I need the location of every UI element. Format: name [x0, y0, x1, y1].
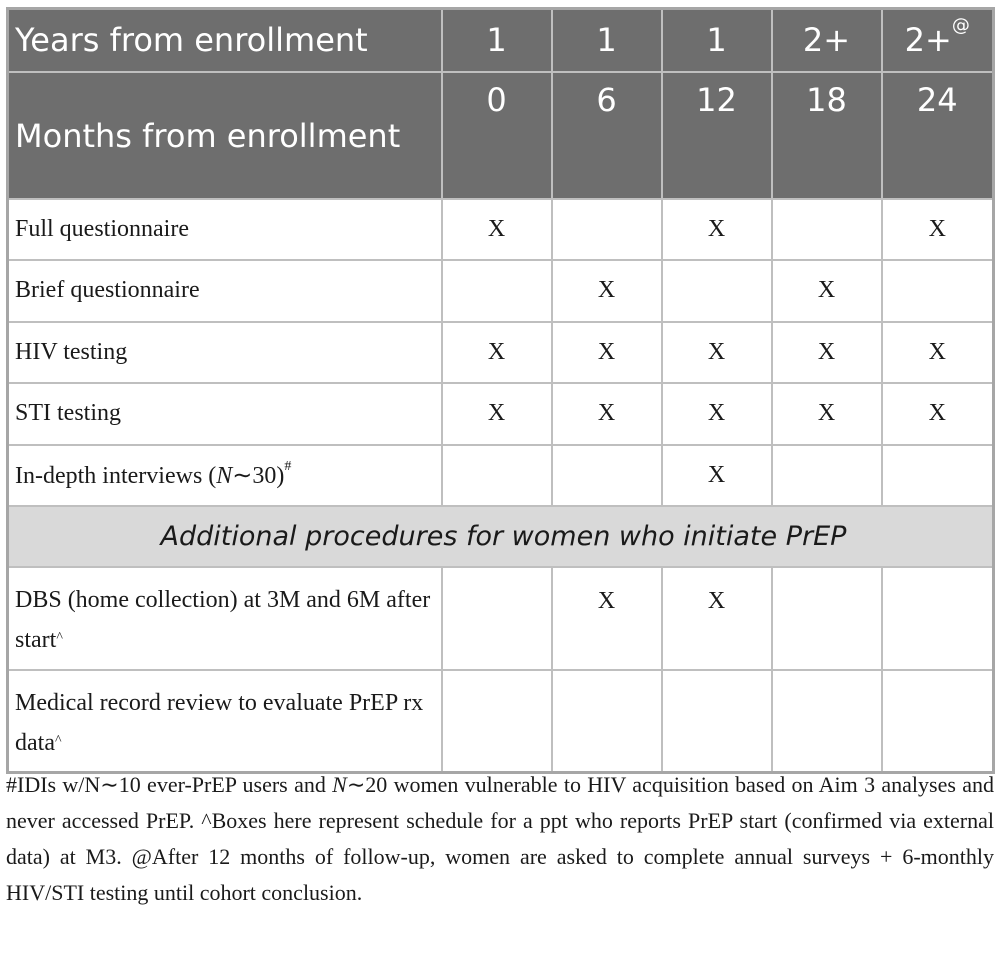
section-header-row	[8, 506, 994, 567]
mark-cell	[662, 670, 772, 773]
footnote-text: #IDIs w/N∼10 ever-PrEP users and	[6, 772, 333, 797]
mark-cell	[552, 670, 662, 773]
header-row-years	[8, 9, 994, 72]
header-row-months	[8, 72, 994, 199]
mark-cell: X	[552, 322, 662, 383]
year-cell: 2+	[772, 9, 882, 72]
mark-cell: X	[772, 260, 882, 322]
mark-cell	[772, 670, 882, 773]
mark-cell: X	[882, 322, 994, 383]
table-row	[8, 199, 994, 260]
row-label: Full questionnaire	[8, 199, 442, 260]
month-cell: 24	[882, 72, 994, 199]
label-superscript: ^	[54, 732, 62, 748]
mark-cell: X	[662, 199, 772, 260]
mark-cell	[442, 260, 552, 322]
mark-cell: X	[552, 567, 662, 670]
row-label	[8, 567, 442, 670]
table-footnote	[6, 767, 994, 911]
table-row	[8, 445, 994, 506]
year-value: 2+	[904, 21, 952, 60]
row-label: Brief questionnaire	[8, 260, 442, 322]
mark-cell	[442, 445, 552, 506]
mark-cell: X	[442, 383, 552, 445]
label-text: ∼30)	[232, 462, 285, 489]
mark-cell: X	[552, 260, 662, 322]
mark-cell	[882, 670, 994, 773]
year-cell: 1	[442, 9, 552, 72]
row-label	[8, 670, 442, 773]
mark-cell	[442, 670, 552, 773]
table-row	[8, 670, 994, 773]
table-row	[8, 260, 994, 322]
table-row	[8, 322, 994, 383]
months-label: Months from enrollment	[8, 72, 442, 199]
row-label	[8, 445, 442, 506]
year-cell: 1	[552, 9, 662, 72]
month-cell: 18	[772, 72, 882, 199]
mark-cell: X	[442, 199, 552, 260]
study-schedule-table	[6, 7, 995, 774]
mark-cell	[882, 260, 994, 322]
mark-cell: X	[882, 383, 994, 445]
label-superscript: ^	[56, 630, 63, 645]
footnote-text: ∼20 women vulnerable to HIV acquisition based on Aim 3 analyses and never accessed PrEP. ^Boxes here represent schedule for a ppt who reports PrEP start (confirmed via external data) at M3. @After 12 months of follow-up, women are asked to complete annual surveys + 6-monthly HIV/STI testing until cohort conclusion.	[6, 772, 995, 905]
year-superscript: @	[951, 15, 970, 37]
month-cell: 6	[552, 72, 662, 199]
mark-cell: X	[662, 445, 772, 506]
mark-cell: X	[772, 322, 882, 383]
label-n: N	[216, 462, 233, 489]
mark-cell	[552, 445, 662, 506]
year-cell: 1	[662, 9, 772, 72]
mark-cell: X	[552, 383, 662, 445]
label-superscript: #	[284, 458, 292, 474]
mark-cell: X	[772, 383, 882, 445]
mark-cell	[772, 445, 882, 506]
mark-cell: X	[882, 199, 994, 260]
mark-cell	[662, 260, 772, 322]
table-row	[8, 567, 994, 670]
row-label: STI testing	[8, 383, 442, 445]
label-text: Medical record review to evaluate PrEP rx data	[15, 689, 424, 756]
row-label: HIV testing	[8, 322, 442, 383]
mark-cell: X	[442, 322, 552, 383]
mark-cell: X	[662, 567, 772, 670]
mark-cell	[882, 567, 994, 670]
footnote-n: N	[332, 772, 347, 797]
month-cell: 0	[442, 72, 552, 199]
mark-cell	[882, 445, 994, 506]
year-cell-last	[882, 9, 994, 72]
years-label: Years from enrollment	[8, 9, 442, 72]
mark-cell	[442, 567, 552, 670]
mark-cell: X	[662, 383, 772, 445]
mark-cell: X	[662, 322, 772, 383]
label-text: In-depth interviews (	[15, 462, 217, 489]
label-text: DBS (home collection) at 3M and 6M after start	[15, 587, 431, 653]
mark-cell	[772, 567, 882, 670]
mark-cell	[552, 199, 662, 260]
schedule-table-container	[6, 7, 992, 774]
table-row	[8, 383, 994, 445]
month-cell: 12	[662, 72, 772, 199]
mark-cell	[772, 199, 882, 260]
section-title: Additional procedures for women who initiate PrEP	[8, 506, 994, 567]
